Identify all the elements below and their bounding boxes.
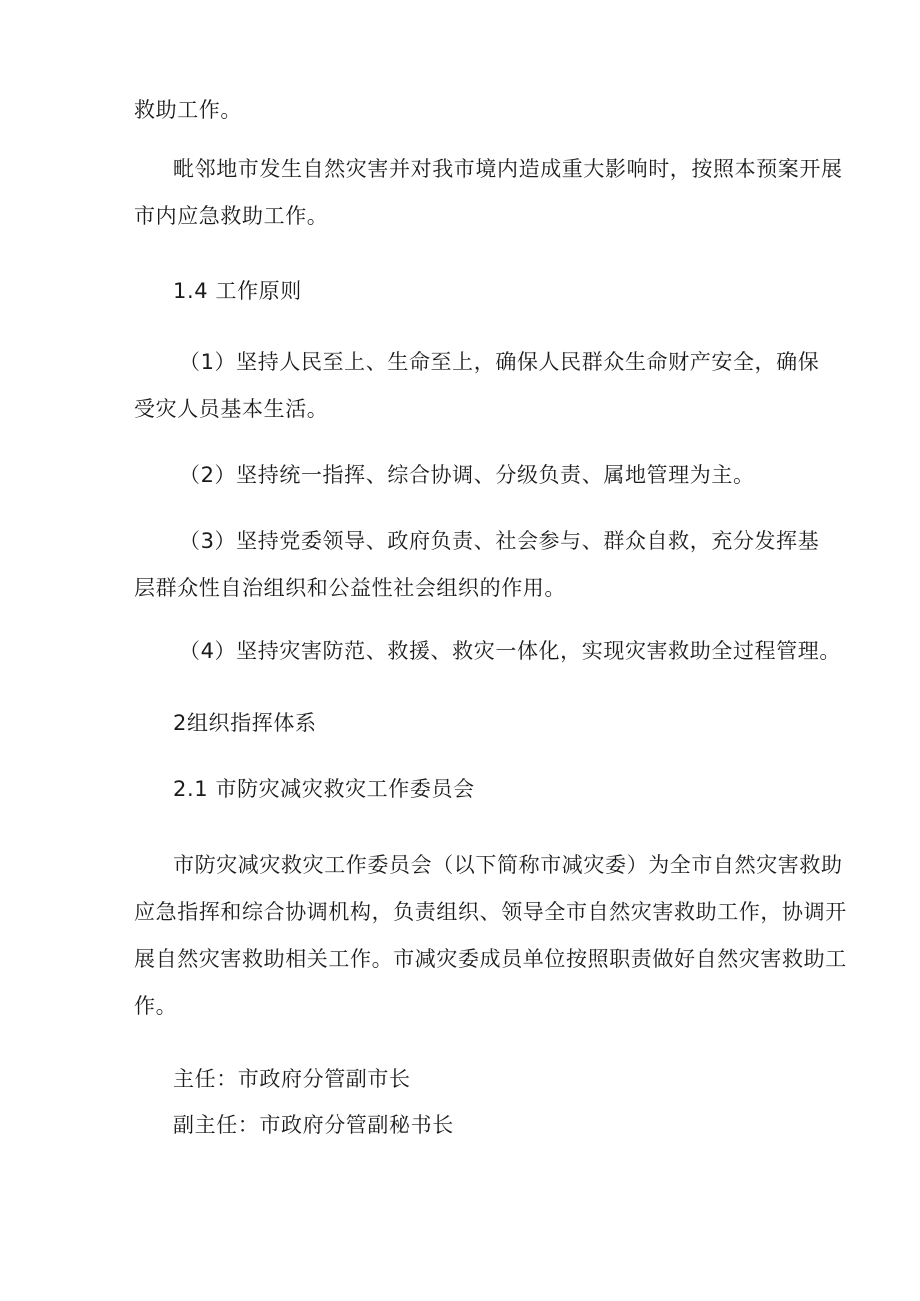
deputy-director-line: 副主任：市政府分管副秘书长 xyxy=(173,1113,454,1137)
principle-3-line-2: 层群众性自治组织和公益性社会组织的作用。 xyxy=(134,576,566,600)
principle-4: （4）坚持灾害防范、救援、救灾一体化，实现灾害救助全过程管理。 xyxy=(179,639,841,663)
committee-para-line-3: 展自然灾害救助相关工作。市减灾委成员单位按照职责做好自然灾害救助工 xyxy=(134,947,847,971)
section-heading-1-4: 1.4 工作原则 xyxy=(173,279,302,303)
text-line-2: 毗邻地市发生自然灾害并对我市境内造成重大影响时，按照本预案开展 xyxy=(173,157,843,181)
principle-2: （2）坚持统一指挥、综合协调、分级负责、属地管理为主。 xyxy=(179,463,755,487)
principle-1-line-2: 受灾人员基本生活。 xyxy=(134,397,329,421)
committee-para-line-2: 应急指挥和综合协调机构，负责组织、领导全市自然灾害救助工作，协调开 xyxy=(134,900,847,924)
committee-para-line-1: 市防灾减灾救灾工作委员会（以下简称市减灾委）为全市自然灾害救助 xyxy=(173,853,843,877)
text-line-3: 市内应急救助工作。 xyxy=(134,204,329,228)
principle-1-line-1: （1）坚持人民至上、生命至上，确保人民群众生命财产安全，确保 xyxy=(179,350,820,374)
section-heading-2: 2组织指挥体系 xyxy=(173,711,317,735)
section-heading-2-1: 2.1 市防灾减灾救灾工作委员会 xyxy=(173,777,475,801)
director-line: 主任：市政府分管副市长 xyxy=(173,1067,411,1091)
principle-3-line-1: （3）坚持党委领导、政府负责、社会参与、群众自救，充分发挥基 xyxy=(179,529,820,553)
text-line-1: 救助工作。 xyxy=(134,98,242,122)
committee-para-line-4: 作。 xyxy=(134,994,178,1018)
